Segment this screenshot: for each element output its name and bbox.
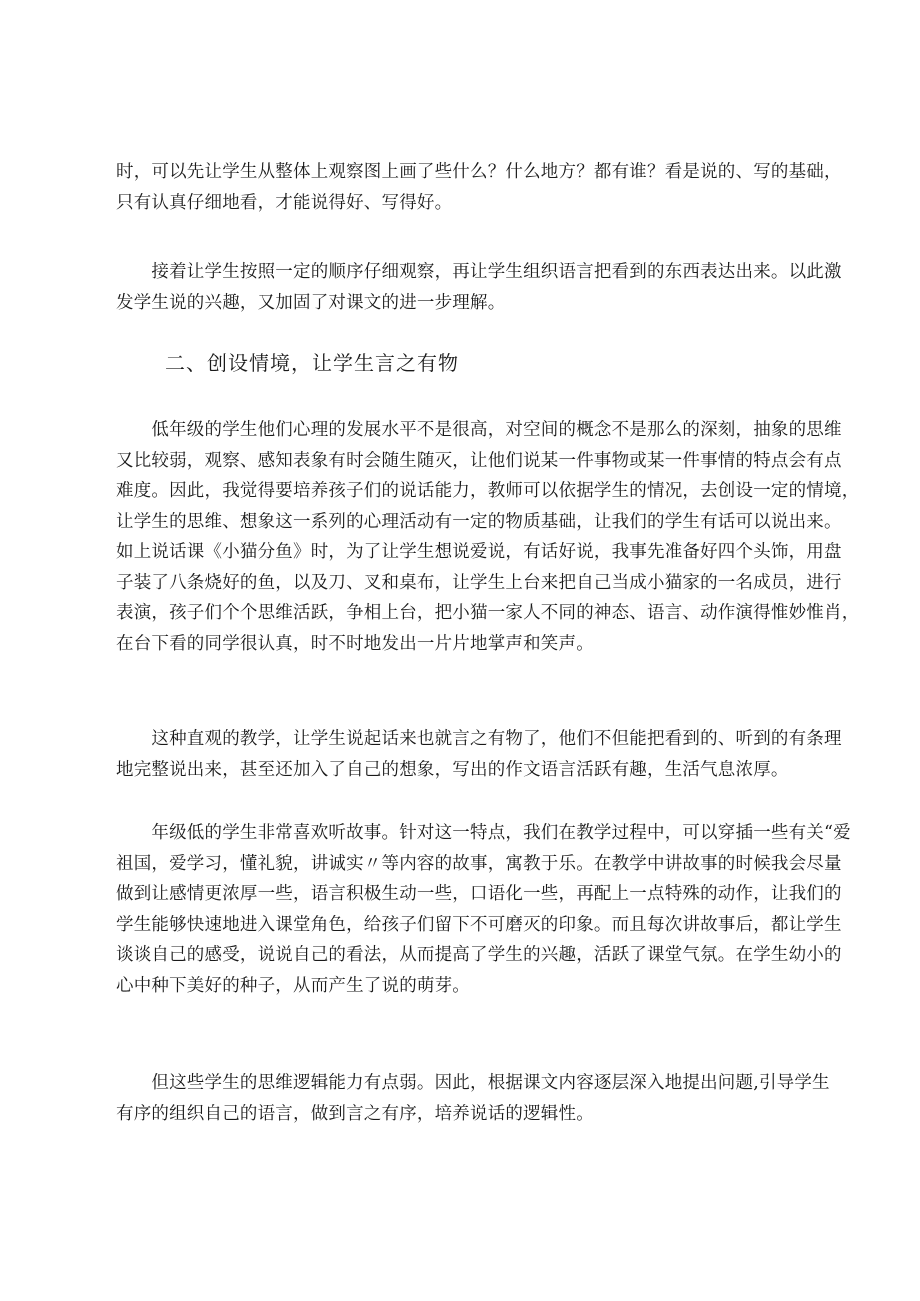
paragraph-5 [116, 818, 851, 1001]
paragraph-line: 谈谈自己的感受，说说自己的看法，从而提高了学生的兴趣，活跃了课堂气氛。在学生幼小的 [116, 945, 842, 965]
paragraph-line: 表演，孩子们个个思维活跃，争相上台，把小猫一家人不同的神态、语言、动作演得惟妙惟肖， [116, 603, 860, 623]
paragraph-line: 又比较弱，观察、感知表象有时会随生随灭，让他们说某一件事物或某一件事情的特点会有点 [116, 450, 842, 471]
paragraph-line: 子装了八条烧好的鱼，以及刀、叉和桌布，让学生上台来把自己当成小猫家的一名成员，进行 [116, 572, 842, 593]
paragraph-line: 在台下看的同学很认真，时不时地发出一片片地掌声和笑声。 [116, 633, 594, 654]
paragraph-line: 只有认真仔细地看，才能说得好、写得好。 [116, 192, 453, 213]
paragraph-line: 但这些学生的思维逻辑能力有点弱。因此，根据课文内容逐层深入地提出问题,引导学生 [116, 1073, 830, 1093]
paragraph-line: 低年级的学生他们心理的发展水平不是很高，对空间的概念不是那么的深刻，抽象的思维 [116, 420, 842, 440]
paragraph-line: 时，可以先让学生从整体上观察图上画了些什么？什么地方？都有谁？看是说的、写的基础， [116, 162, 842, 182]
paragraph-line: 接着让学生按照一定的顺序仔细观察，再让学生组织语言把看到的东西表达出来。以此激 [116, 262, 842, 282]
paragraph-line: 有序的组织自己的语言，做到言之有序，培养说话的逻辑性。 [116, 1103, 594, 1124]
paragraph-line: 做到让感情更浓厚一些，语言积极生动一些，口语化一些，再配上一点特殊的动作，让我们的 [116, 884, 842, 904]
paragraph-line: 发学生说的兴趣，又加固了对课文的进一步理解。 [116, 292, 506, 313]
paragraph-4 [116, 724, 842, 785]
paragraph-6 [116, 1068, 830, 1129]
paragraph-line: 地完整说出来，甚至还加入了自己的想象，写出的作文语言活跃有趣，生活气息浓厚。 [116, 759, 789, 780]
paragraph-3 [116, 415, 860, 659]
paragraph-2 [116, 257, 842, 318]
section-heading: 二、创设情境，让学生言之有物 [165, 351, 459, 375]
paragraph-line: 年级低的学生非常喜欢听故事。针对这一特点，我们在教学过程中，可以穿插一些有关“爱 [116, 823, 851, 843]
paragraph-line: 学生能够快速地进入课堂角色，给孩子们留下不可磨灭的印象。而且每次讲故事后，都让学生 [116, 914, 842, 935]
paragraph-line: 这种直观的教学，让学生说起话来也就言之有物了，他们不但能把看到的、听到的有条理 [116, 729, 842, 749]
paragraph-line: 如上说话课《小猫分鱼》时，为了让学生想说爱说，有话好说，我事先准备好四个头饰，用盘 [116, 542, 842, 562]
paragraph-line: 让学生的思维、想象这一系列的心理活动有一定的物质基础，让我们的学生有话可以说出来。 [116, 511, 842, 532]
paragraph-line: 心中种下美好的种子，从而产生了说的萌芽。 [116, 975, 470, 996]
paragraph-line: 祖国，爱学习，懂礼貌，讲诚实〃等内容的故事，寓教于乐。在教学中讲故事的时候我会尽量 [116, 853, 842, 874]
paragraph-1 [116, 157, 842, 218]
paragraph-line: 难度。因此，我觉得要培养孩子们的说话能力，教师可以依据学生的情况，去创设一定的情境， [116, 481, 860, 501]
